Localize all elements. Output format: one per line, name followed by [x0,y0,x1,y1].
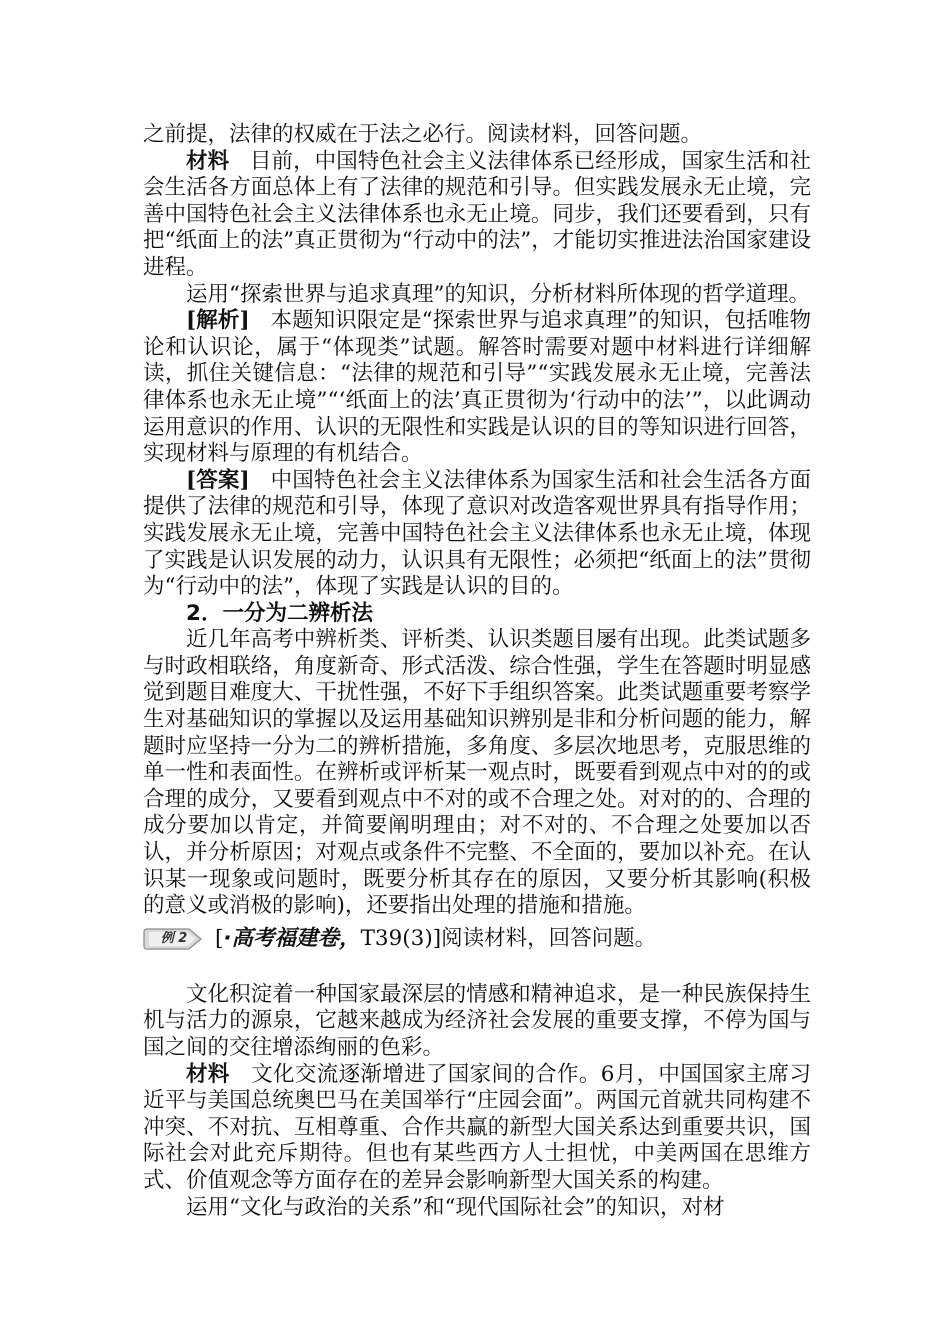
source-bracket: [ [215,925,224,951]
spacer [143,956,811,982]
paragraph-intro-tail [143,122,811,149]
paragraph-question-2: 运用“文化与政治的关系”和“现代国际社会”的知识，对材 [186,1194,725,1220]
material-label: 材料 [186,148,230,174]
example-badge-icon [143,926,205,952]
document-page [143,122,811,1221]
section-heading: 2．一分为二辨析法 [186,600,373,626]
source-exam-name: ·高考福建卷， [223,925,361,951]
material-text: 目前，中国特色社会主义法律体系已经形成，国家生活和社会生活各方面总体上有了法律的规范和引导。但实践发展永无止境，完善中国特色社会主义法律体系也永无止境。同步，我们还要看到，只有把“纸面上的法”真正贯彻为“行动中的法”，才能切实推进法治国家建设进程。 [143,148,811,280]
example-source [215,926,656,953]
paragraph-analysis [143,308,811,468]
material-label-2: 材料 [186,1061,230,1087]
answer-label: [答案] [186,467,250,493]
paragraph-answer [143,468,811,601]
example-header [143,922,811,956]
paragraph-culture-intro: 文化积淀着一种国家最深层的情感和精神追求，是一种民族保持生机与活力的源泉，它越来越成为经济社会发展的重要支撑，不停为国与国之间的交往增添绚丽的色彩。 [143,981,811,1060]
section-body: 近几年高考中辨析类、评析类、认识类题目屡有出现。此类试题多与时政相联络，角度新奇、形式活泼、综合性强，学生在答题时明显感觉到题目难度大、干扰性强，不好下手组织答案。此类试题重要考察学生对基础知识的掌握以及运用基础知识辨别是非和分析问题的能力，解题时应坚持一分为二的辨析措施，多角度、多层次地思考，克服思维的单一性和表面性。在辨析或评析某一观点时，既要看到观点中对的的或合理的成分，又要看到观点中不对的或不合理之处。对对的的、合理的成分要加以肯定，并简要阐明理由；对不对的、不合理之处要加以否认，并分析原因；对观点或条件不完整、不全面的，要加以补充。在认识某一现象或问题时，既要分析其存在的原因，又要分析其影响(积极的意义或消极的影响)，还要指出处理的措施和措施。 [143,627,811,919]
intro-tail-text: 之前提，法律的权威在于法之必行。阅读材料，回答问题。 [143,122,703,147]
analysis-label: [解析] [186,308,250,334]
paragraph-question-1 [143,282,811,309]
analysis-text: 本题知识限定是“探索世界与追求真理”的知识，包括唯物论和认识论，属于“体现类”试题。解答时需要对题中材料进行详细解读，抓住关键信息：“法律的规范和引导”“实践发展永无止境，完善法律体系也永无止境”“‘纸面上的法’真正贯彻为‘行动中的法’”，以此调动运用意识的作用、认识的无限性和实践是认识的目的等知识进行回答，实现材料与原理的有机结合。 [143,308,811,467]
paragraph-material-1 [143,149,811,282]
example-badge-label: 例 2 [160,930,188,946]
paragraph-material-2 [143,1062,811,1195]
source-rest: T39(3)]阅读材料，回答问题。 [360,925,657,951]
material-text-2: 文化交流逐渐增进了国家间的合作。6月，中国国家主席习近平与美国总统奥巴马在美国举行“庄园会面”。两国元首就共同构建不冲突、不对抗、互相尊重、合作共赢的新型大国关系达到重要共识，国际社会对此充斥期待。但也有某些西方人士担忧，中美两国在思维方式、价值观念等方面存在的差异会影响新型大国关系的构建。 [143,1061,811,1193]
answer-text: 中国特色社会主义法律体系为国家生活和社会生活各方面提供了法律的规范和引导，体现了意识对改造客观世界具有指导作用；实践发展永无止境，完善中国特色社会主义法律体系也永无止境，体现了实践是认识发展的动力，认识具有无限性；必须把“纸面上的法”贯彻为“行动中的法”，体现了实践是认识的目的。 [143,467,811,600]
question-text: 运用“探索世界与追求真理”的知识，分析材料所体现的哲学道理。 [186,281,810,307]
